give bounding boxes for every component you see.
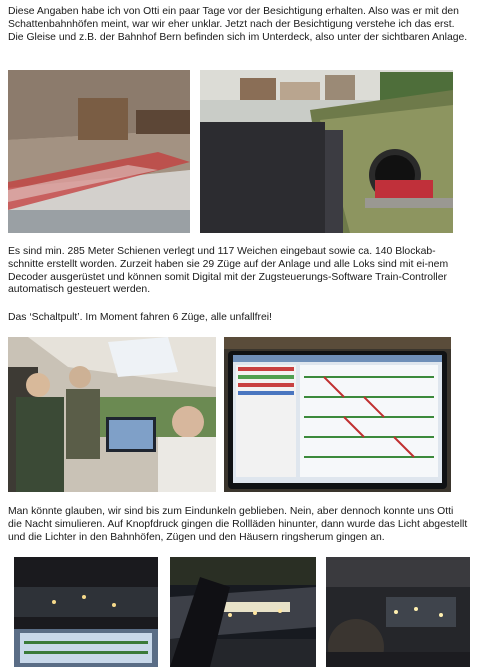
photo-night-control-screen [14,557,158,667]
photo-night-station [170,557,316,667]
photo-night-town [326,557,470,667]
intro-paragraph: Diese Angaben habe ich von Otti ein paar Tage vor der Besichtigung erhalten. Also was er mit den Schattenbahnhöfen meint, war wir eher unklar. Jetzt nach der Besichtigung verstehe ich das erst. Die Gleise und z.B. der Bahnhof Bern befinden sich im Unterdeck, also unter der sichtbaren Anlage. [8,6,468,43]
control-desk-caption: Das ‘Schaltpult’. Im Moment fahren 6 Züge, alle unfallfrei! [8,312,272,323]
photo-tunnel-portal [200,70,453,233]
photo-shadow-station-under-deck [8,70,190,233]
photo-train-controller-screen [224,337,451,492]
night-simulation-paragraph: Man könnte glauben, wir sind bis zum Eindunkeln geblieben. Nein, aber dennoch konnte uns Otti die Nacht simulieren. Auf Knopfdruck gingen die Rollläden hinunter, dann wurde das Licht abgestellt und die Lichter in den Bahnhöfen, Zügen und den Häusern ringsherum gingen an. [8,506,468,543]
photo-visitors-at-control-desk [8,337,216,492]
facts-paragraph: Es sind min. 285 Meter Schienen verlegt und 117 Weichen eingebaut sowie ca. 140 Blockab-schnitte erstellt worden. Zurzeit haben sie 29 Züge auf der Anlage und alle Loks sind mit ei-nem Decoder ausgerüstet und können somit Digital mit der Zugsteuerungs-Software Train-Controller automatisch gesteuert werden. [8,246,449,296]
